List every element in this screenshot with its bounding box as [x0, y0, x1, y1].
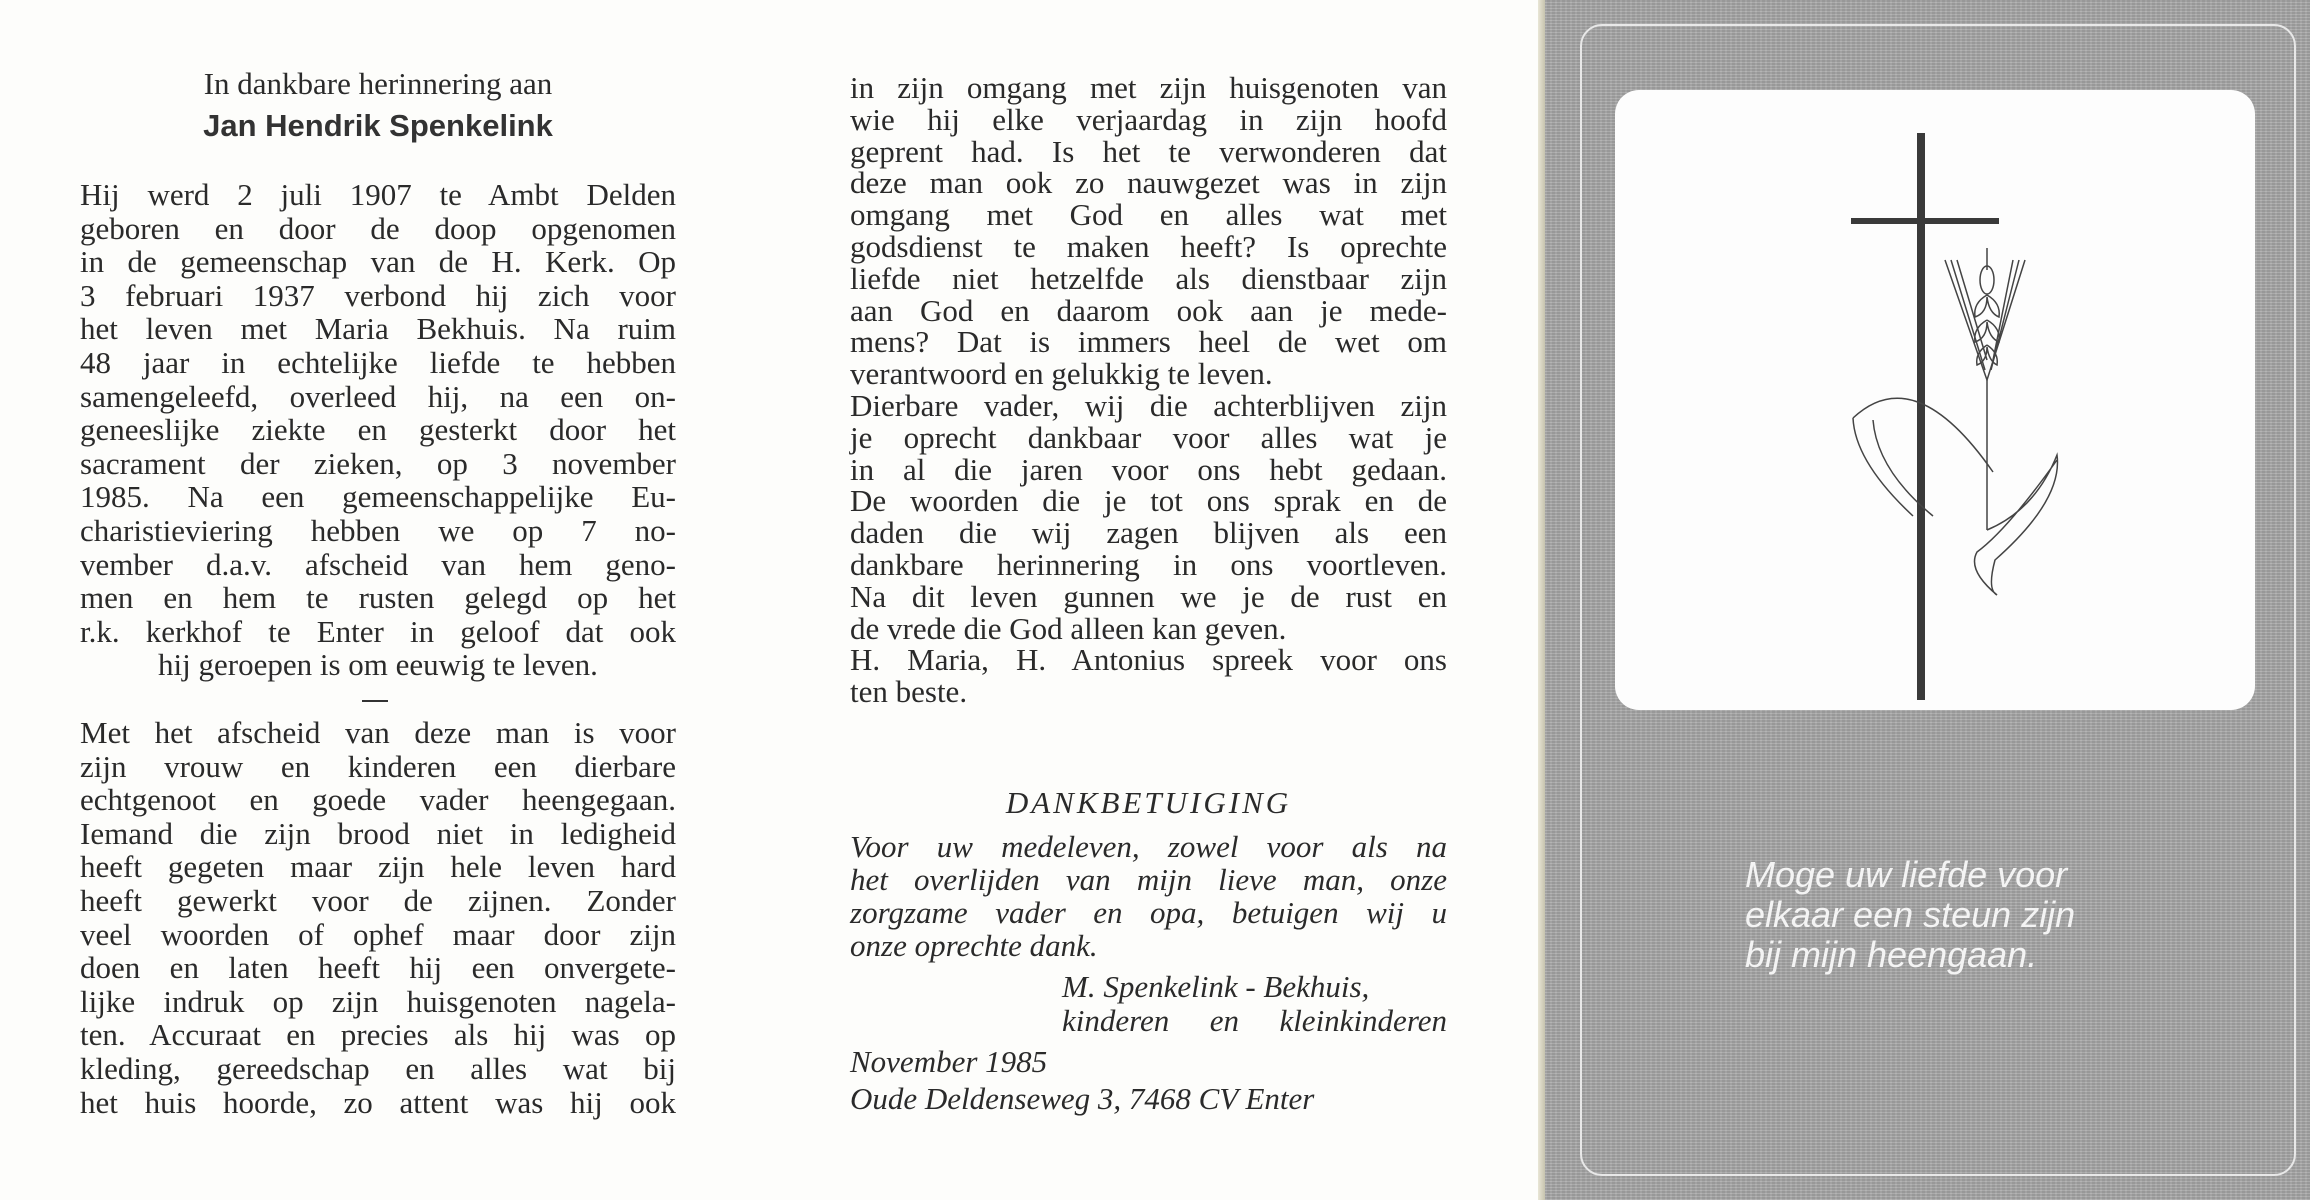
text-line: je oprecht dankbaar voor alles wat je — [850, 419, 1447, 455]
text-line: onze oprechte dank. — [850, 928, 1098, 963]
text-line: heeft gewerkt voor de zijnen. Zonder — [80, 882, 676, 918]
text-line: heeft gegeten maar zijn hele leven hard — [80, 849, 676, 885]
text-line: verantwoord en gelukkig te leven. — [850, 356, 1273, 392]
quote-line: elkaar een steun zijn — [1745, 894, 2076, 935]
text-line: lijke indruk op zijn huisgenoten nagela- — [80, 983, 676, 1019]
intro-heading: In dankbare herinnering aan — [203, 66, 553, 101]
text-line: geneeslijke ziekte en gesterkt door het — [80, 412, 676, 448]
text-line: sacrament der zieken, op 3 november — [80, 445, 676, 481]
text-line: November 1985 — [850, 1044, 1048, 1079]
text-line: deze man ook zo nauwgezet was in zijn — [850, 165, 1447, 201]
text-line: 48 jaar in echtelijke liefde te hebben — [80, 344, 676, 380]
text-line: daden die wij zagen blijven als een — [850, 515, 1447, 551]
text-line: De woorden die je tot ons sprak en de — [850, 483, 1447, 519]
wheat-ear-icon — [1853, 248, 2057, 595]
text-line: Oude Deldenseweg 3, 7468 CV Enter — [850, 1081, 1315, 1116]
cover-quote — [1745, 855, 2265, 975]
text-line: geprent had. Is het te verwonderen dat — [850, 133, 1447, 169]
text-line: hij geroepen is om eeuwig te leven. — [158, 647, 598, 683]
text-line: H. Maria, H. Antonius spreek voor ons — [850, 642, 1447, 678]
text-line: zijn vrouw en kinderen een dierbare — [80, 748, 676, 784]
text-line: het leven met Maria Bekhuis. Na ruim — [80, 311, 676, 347]
text-line: de vrede die God alleen kan geven. — [850, 610, 1287, 646]
text-line: godsdienst te maken heeft? Is oprechte — [850, 228, 1447, 264]
signature — [1062, 970, 1447, 1038]
text-line: Dierbare vader, wij die achterblijven zijn — [850, 387, 1447, 423]
text-line: charistieviering hebben we op 7 no- — [80, 512, 676, 548]
text-line: doen en laten heeft hij een onvergete- — [80, 950, 676, 986]
text-line: in al die jaren voor ons hebt gedaan. — [850, 451, 1447, 487]
acknowledgement-text — [850, 830, 1447, 962]
text-line: liefde niet hetzelfde als dienstbaar zijn — [850, 260, 1447, 296]
text-line: omgang met God en alles wat met — [850, 197, 1447, 233]
text-line: r.k. kerkhof te Enter in geloof dat ook — [80, 613, 676, 649]
cross-icon — [1851, 133, 1999, 700]
text-line: wie hij elke verjaardag in zijn hoofd — [850, 101, 1447, 137]
text-line: in de gemeenschap van de H. Kerk. Op — [80, 244, 676, 280]
tribute-continuation — [850, 72, 1447, 708]
quote-line: bij mijn heengaan. — [1745, 934, 2038, 975]
biography-paragraph — [80, 178, 676, 682]
text-line: 3 februari 1937 verbond hij zich voor — [80, 277, 676, 313]
text-line: mens? Dat is immers heel de wet om — [850, 324, 1447, 360]
text-line: Hij werd 2 juli 1907 te Ambt Delden — [80, 177, 676, 212]
text-line: geboren en door de doop opgenomen — [80, 210, 676, 246]
text-line: Met het afscheid van deze man is voor — [80, 715, 676, 750]
text-line: ten. Accuraat en precies als hij was op — [80, 1017, 676, 1053]
text-line: ten beste. — [850, 674, 968, 710]
tribute-paragraph — [80, 716, 676, 1119]
text-line: Voor uw medeleven, zowel voor als na — [850, 829, 1447, 864]
text-line: het huis hoorde, zo attent was hij ook — [80, 1084, 676, 1120]
cover-image-box — [1615, 90, 2255, 710]
date-address — [850, 1043, 1447, 1117]
text-line: kinderen en kleinkinderen — [1062, 1003, 1447, 1038]
text-line: het overlijden van mijn lieve man, onze — [850, 862, 1447, 897]
text-line: samengeleefd, overleed hij, na een on- — [80, 378, 676, 414]
text-line: in zijn omgang met zijn huisgenoten van — [850, 70, 1447, 105]
text-line: echtgenoot en goede vader heengegaan. — [80, 782, 676, 818]
separator-dash — [362, 700, 388, 702]
text-line: aan God en daarom ook aan je mede- — [850, 292, 1447, 328]
quote-line: Moge uw liefde voor — [1745, 854, 2068, 895]
text-line: dankbare herinnering in ons voortleven. — [850, 546, 1447, 582]
cover-panel — [1545, 0, 2310, 1200]
text-line: veel woorden of ophef maar door zijn — [80, 916, 676, 952]
acknowledgement-title: DANKBETUIGING — [1005, 785, 1292, 820]
text-line: 1985. Na een gemeenschappelijke Eu- — [80, 479, 676, 515]
text-line: kleding, gereedschap en alles wat bij — [80, 1050, 676, 1086]
text-line: M. Spenkelink - Bekhuis, — [1062, 969, 1370, 1004]
text-line: vember d.a.v. afscheid van hem geno- — [80, 546, 676, 582]
text-line: zorgzame vader en opa, betuigen wij u — [850, 895, 1447, 930]
deceased-name: Jan Hendrik Spenkelink — [203, 108, 553, 143]
text-line: Iemand die zijn brood niet in ledigheid — [80, 815, 676, 851]
text-line: men en hem te rusten gelegd op het — [80, 580, 676, 616]
card-fold — [1538, 0, 1545, 1200]
text-line: Na dit leven gunnen we je de rust en — [850, 578, 1447, 614]
